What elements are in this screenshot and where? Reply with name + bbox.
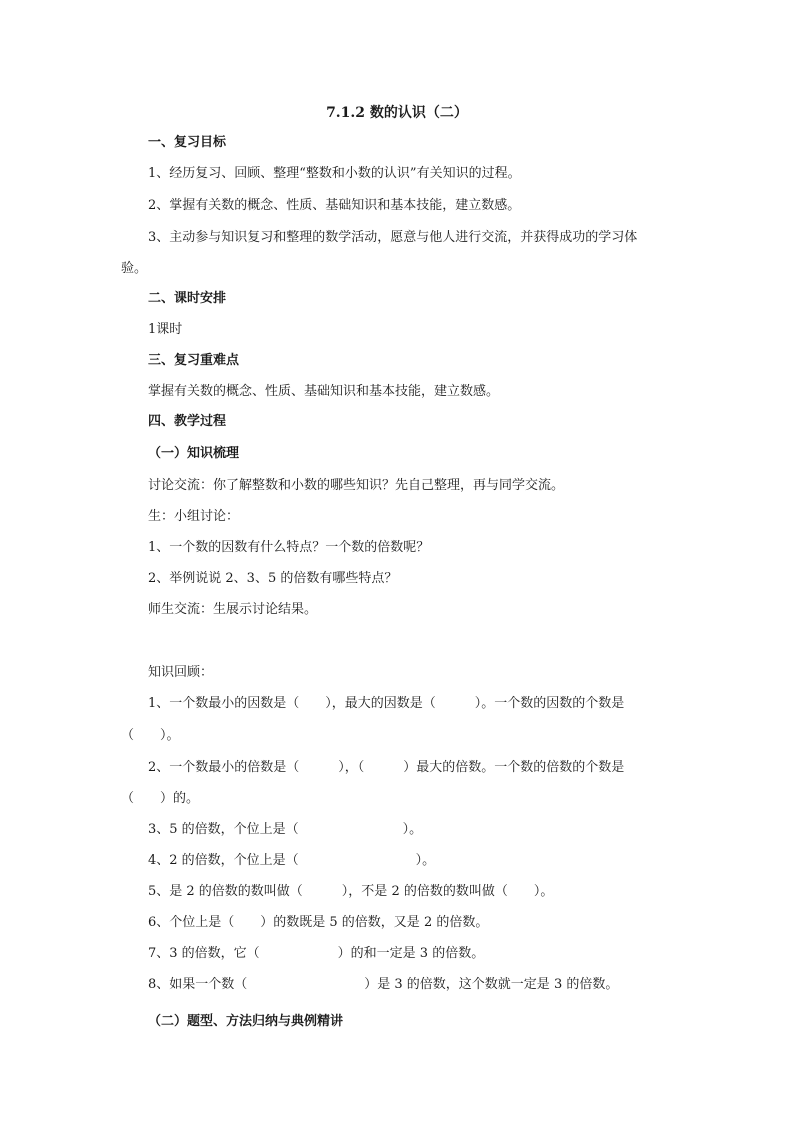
review-item-7: 7、3 的倍数，它（ ）的和一定是 3 的倍数。 <box>148 946 485 961</box>
review-item-4: 4、2 的倍数，个位上是（ ）。 <box>148 853 436 868</box>
goal-item-3-continued: 验。 <box>121 261 148 276</box>
section-heading-process: 四、教学过程 <box>148 414 227 429</box>
discussion-text: 讨论交流：你了解整数和小数的哪些知识？先自己整理，再与同学交流。 <box>148 478 565 493</box>
section-heading-schedule: 二、课时安排 <box>148 291 227 306</box>
review-item-5: 5、是 2 的倍数的数叫做（ ），不是 2 的倍数的数叫做（ ）。 <box>148 884 554 899</box>
review-item-3: 3、5 的倍数，个位上是（ ）。 <box>148 822 423 837</box>
question-1: 1、一个数的因数有什么特点？一个数的倍数呢？ <box>148 540 430 555</box>
key-points-text: 掌握有关数的概念、性质、基础知识和基本技能，建立数感。 <box>148 384 500 399</box>
review-item-2-continued: （ ）的。 <box>121 791 200 806</box>
subsection-methods-examples: （二）题型、方法归纳与典例精讲 <box>148 1014 344 1029</box>
exchange-text: 师生交流：生展示讨论结果。 <box>148 602 318 617</box>
schedule-text: 1课时 <box>148 322 183 337</box>
goal-item-1: 1、经历复习、回顾、整理“整数和小数的认识”有关知识的过程。 <box>148 166 521 181</box>
page-title: 7.1.2 数的认识（二） <box>326 105 468 121</box>
student-text: 生：小组讨论： <box>148 509 240 524</box>
review-item-8: 8、如果一个数（ ）是 3 的倍数，这个数就一定是 3 的倍数。 <box>148 977 619 992</box>
goal-item-3: 3、主动参与知识复习和整理的数学活动，愿意与他人进行交流，并获得成功的学习体 <box>148 230 638 245</box>
review-heading: 知识回顾： <box>148 665 214 680</box>
review-item-2: 2、一个数最小的倍数是（ ），（ ）最大的倍数。一个数的倍数的个数是 <box>148 760 625 775</box>
review-item-1: 1、一个数最小的因数是（ ），最大的因数是（ ）。一个数的因数的个数是 <box>148 696 625 711</box>
subsection-knowledge-sorting: （一）知识梳理 <box>148 446 240 461</box>
question-2: 2、举例说说 2、3、5 的倍数有哪些特点？ <box>148 571 398 586</box>
section-heading-key-points: 三、复习重难点 <box>148 353 240 368</box>
section-heading-goals: 一、复习目标 <box>148 135 227 150</box>
goal-item-2: 2、掌握有关数的概念、性质、基础知识和基本技能，建立数感。 <box>148 198 521 213</box>
review-item-1-continued: （ ）。 <box>121 728 180 743</box>
review-item-6: 6、个位上是（ ）的数既是 5 的倍数，又是 2 的倍数。 <box>148 915 489 930</box>
